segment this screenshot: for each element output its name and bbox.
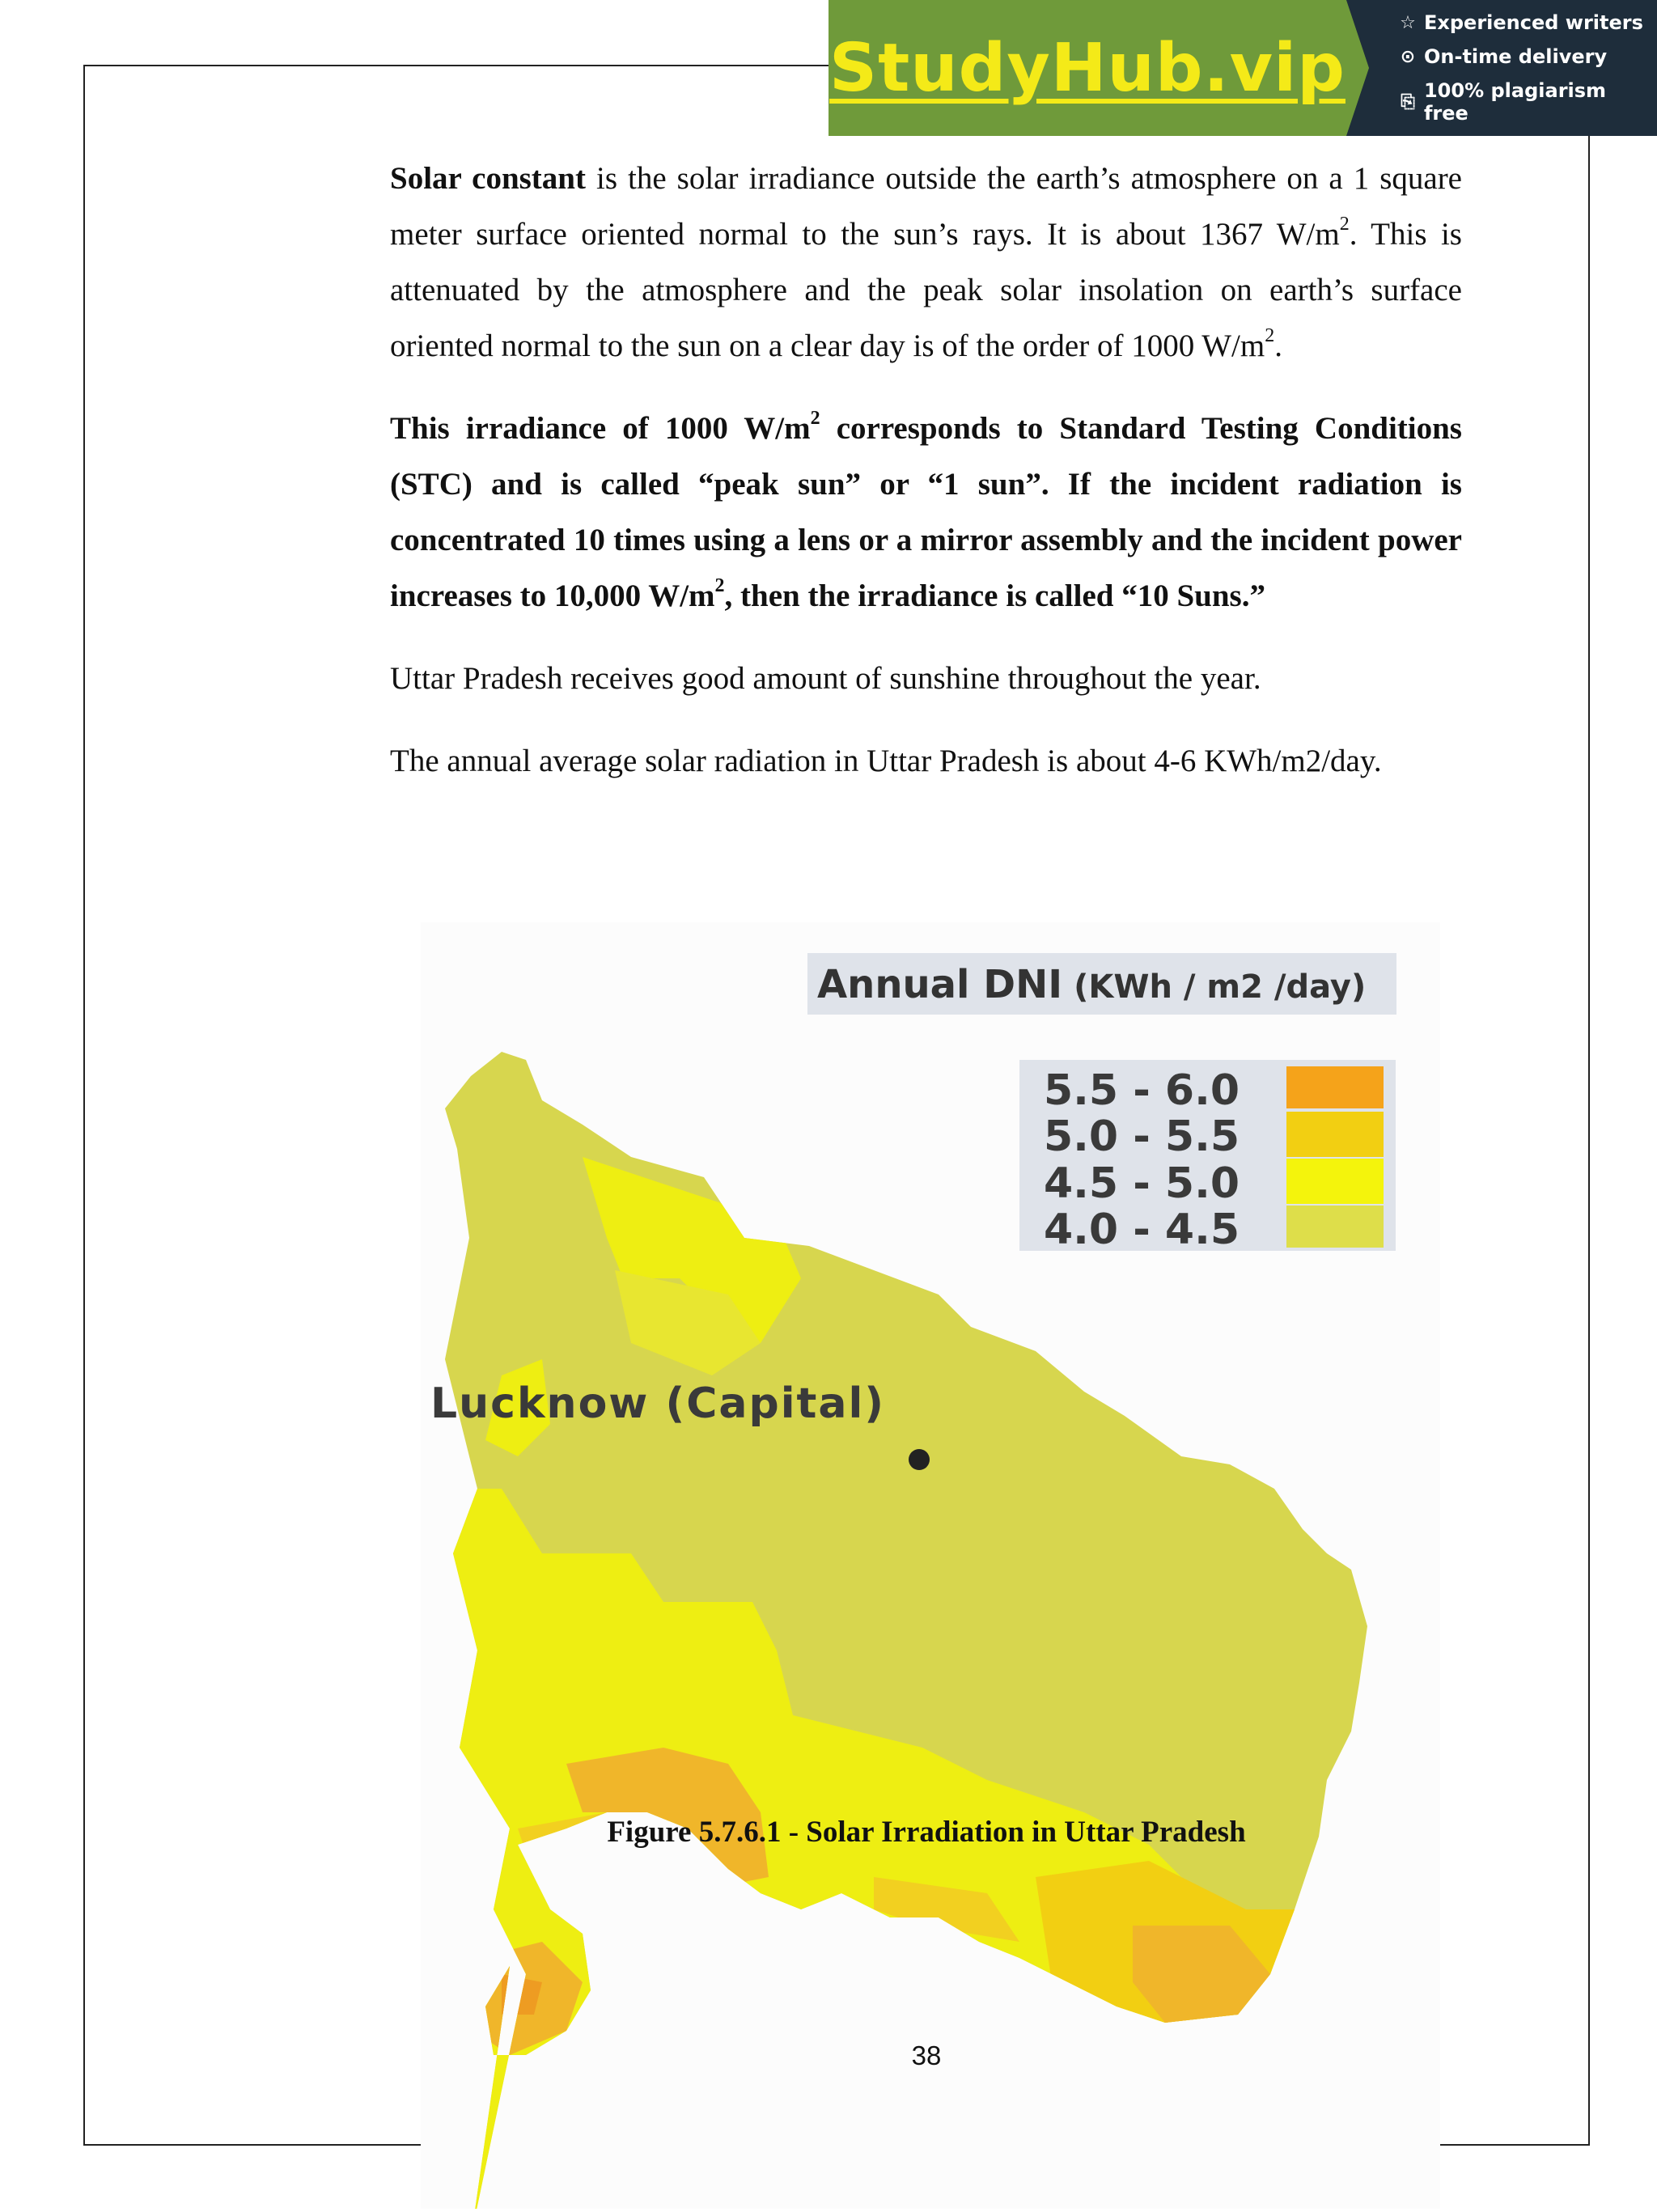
feature-experienced-writers <box>1398 11 1657 34</box>
feature-label: On-time delivery <box>1424 45 1608 68</box>
text-span: corresponds to Standard Testing Conditions (STC) and is called “peak sun” or “1 sun”. If the incident radiation is concentrated 10 times using a lens or a mirror assembly and the incident power increases to 10,000 W/m <box>390 411 1462 613</box>
logo-text: StudyHub.vip <box>829 29 1346 107</box>
feature-plagiarism-free <box>1398 79 1657 125</box>
paragraph-solar-constant <box>390 150 1462 374</box>
page-number: 38 <box>911 2040 942 2070</box>
superscript: 2 <box>1339 214 1350 235</box>
text-span: . <box>1274 328 1282 363</box>
map-unit: (KWh / m2 /day) <box>1074 968 1367 1006</box>
banner-features <box>1346 0 1657 136</box>
text-span: This irradiance of 1000 W/m <box>390 411 811 446</box>
legend-label: 4.5 - 5.0 <box>1044 1159 1240 1208</box>
feature-label: Experienced writers <box>1424 11 1643 34</box>
body-text <box>390 150 1462 816</box>
legend-label: 4.0 - 4.5 <box>1044 1206 1240 1254</box>
text-span: . This is attenuated by the atmosphere and the peak solar insolation on earth’s surface oriented normal to the sun on a clear day is of the order of 1000 W/m <box>390 217 1462 363</box>
map-title-text: Annual DNI <box>817 962 1063 1007</box>
legend-swatch-5-0-5-5 <box>1286 1112 1384 1157</box>
paragraph-sunshine: Uttar Pradesh receives good amount of sunshine throughout the year. <box>390 661 1261 696</box>
copy-icon: ⎘ <box>1401 91 1415 112</box>
legend-swatch-5-5-6-0 <box>1286 1066 1384 1108</box>
map-title <box>817 962 1366 1007</box>
legend-label: 5.0 - 5.5 <box>1044 1112 1240 1161</box>
superscript: 2 <box>1265 325 1275 346</box>
clock-icon: ⊙ <box>1400 46 1416 67</box>
text-span: is the solar irradiance outside the earth’s atmosphere on a 1 square meter surface oriented normal to the sun’s rays. It is about 1367 W/m <box>390 161 1462 252</box>
term-solar-constant: Solar constant <box>390 161 586 196</box>
text-span: , then the irradiance is called “10 Suns.” <box>724 578 1265 613</box>
lucknow-marker <box>909 1449 930 1470</box>
legend-swatch-4-5-5-0 <box>1286 1159 1384 1204</box>
feature-label: 100% plagiarism free <box>1423 79 1607 125</box>
studyhub-logo[interactable] <box>828 0 1346 136</box>
superscript: 2 <box>810 408 820 429</box>
paragraph-radiation: The annual average solar radiation in Uttar Pradesh is about 4-6 KWh/m2/day. <box>390 744 1382 778</box>
legend-label: 5.5 - 6.0 <box>1044 1066 1240 1115</box>
paragraph-stc <box>390 400 1462 624</box>
legend-swatch-4-0-4-5 <box>1286 1206 1384 1248</box>
studyhub-banner[interactable] <box>828 0 1657 136</box>
city-label: Lucknow (Capital) <box>430 1379 886 1428</box>
superscript: 2 <box>714 575 725 596</box>
figure-caption: Figure 5.7.6.1 - Solar Irradiation in Uttar Pradesh <box>607 1816 1246 1849</box>
legend-items <box>1044 1066 1384 1254</box>
uttar-pradesh-dni-map <box>421 922 1440 2209</box>
star-icon: ☆ <box>1400 12 1416 33</box>
feature-on-time-delivery <box>1398 45 1657 68</box>
solar-map-figure <box>421 922 1440 2209</box>
